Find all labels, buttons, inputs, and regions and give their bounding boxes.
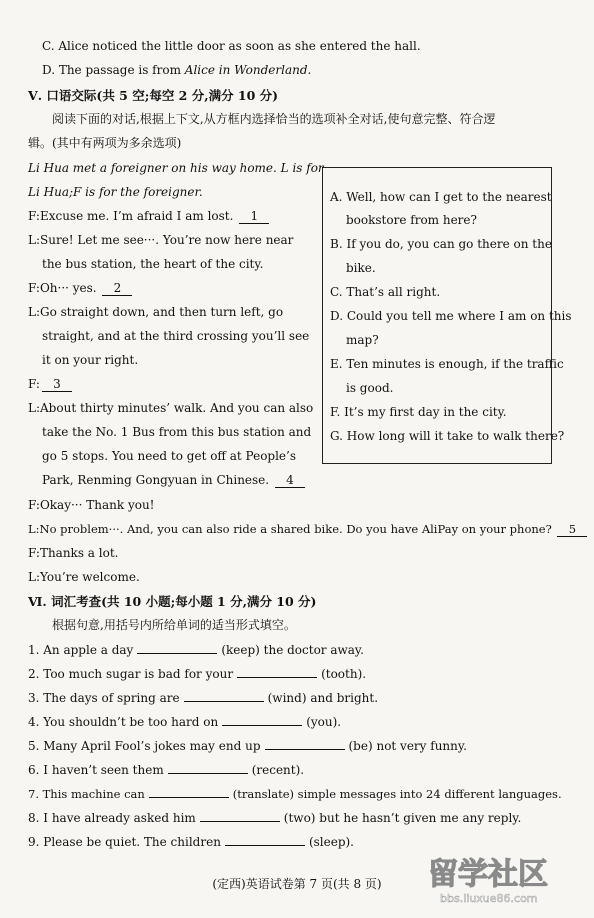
vocab-prefix: 6. I haven’t seen them [28,763,164,777]
vocab-item-5 [28,737,467,754]
dialog-line: take the No. 1 Bus from this bus station and [42,425,312,439]
option-c: C. That’s all right. [330,285,441,299]
vocab-blank-3[interactable] [184,689,264,702]
option-a: A. Well, how can I get to the nearest [330,190,552,204]
vocab-prefix: 8. I have already asked him [28,811,196,825]
dialog-line: L:Go straight down, and then turn left, go [28,305,284,319]
dialog-line [28,280,134,296]
option-d: D. Could you tell me where I am on this [330,309,572,323]
vocab-suffix: (you). [306,715,342,729]
section-5-heading: Ⅴ. 口语交际(共 5 空;每空 2 分,满分 10 分) [28,88,279,103]
vocab-item-2 [28,665,366,682]
section-5-instruction-2: 辑。(其中有两项为多余选项) [28,136,182,150]
vocab-prefix: 5. Many April Fool’s jokes may end up [28,739,261,753]
section-6-instruction: 根据句意,用括号内所给单词的适当形式填空。 [52,618,296,632]
vocab-suffix: (two) but he hasn’t given me any reply. [283,811,522,825]
vocab-item-6 [28,761,304,778]
option-f: F. It’s my first day in the city. [330,405,507,419]
vocab-prefix: 9. Please be quiet. The children [28,835,221,849]
answer-blank-2[interactable]: 2 [102,281,132,296]
option-e-cont: is good. [346,381,394,395]
dialog-text: F:Excuse me. I’m afraid I am lost. [28,209,234,223]
vocab-item-8 [28,809,521,826]
dialog-text: L:No problem···. And, you can also ride a shared bike. Do you have AliPay on your phone? [28,522,552,536]
option-d-prefix: D. The passage is from [42,63,185,77]
watermark-logo [420,848,580,908]
vocab-suffix: (be) not very funny. [348,739,467,753]
option-b-cont: bike. [346,261,376,275]
option-d-cont: map? [346,333,379,347]
dialog-intro-2: Li Hua;F is for the foreigner. [28,185,203,199]
answer-blank-3[interactable]: 3 [42,377,72,392]
vocab-blank-5[interactable] [265,737,345,750]
dialog-line: F:Okay··· Thank you! [28,498,155,512]
page-footer: (定西)英语试卷第 7 页(共 8 页) [212,877,382,891]
option-a-cont: bookstore from here? [346,213,477,227]
vocab-prefix: 7. This machine can [28,787,145,801]
dialog-line: L:About thirty minutes’ walk. And you can also [28,401,314,415]
vocab-blank-6[interactable] [168,761,248,774]
dialog-text: Park, Renming Gongyuan in Chinese. [42,473,270,487]
dialog-line [28,208,271,224]
vocab-blank-2[interactable] [237,665,317,678]
vocab-item-1 [28,641,364,658]
vocab-item-7 [28,785,562,802]
vocab-suffix: (sleep). [308,835,354,849]
option-d-suffix: . [307,63,312,77]
option-g: G. How long will it take to walk there? [330,429,565,443]
dialog-line [28,376,74,392]
vocab-item-4 [28,713,341,730]
dialog-line: straight, and at the third crossing you’ll see [42,329,310,343]
option-d-text [42,62,311,78]
vocab-prefix: 4. You shouldn’t be too hard on [28,715,219,729]
vocab-suffix: (wind) and bright. [267,691,379,705]
vocab-item-9 [28,833,354,850]
dialog-line: F:Thanks a lot. [28,546,119,560]
option-b: B. If you do, you can go there on the [330,237,552,251]
dialog-line: L:Sure! Let me see···. You’re now here near [28,233,294,247]
vocab-blank-1[interactable] [137,641,217,654]
section-5-instruction-1: 阅读下面的对话,根据上下文,从方框内选择恰当的选项补全对话,使句意完整、符合逻 [52,112,496,126]
vocab-prefix: 3. The days of spring are [28,691,180,705]
answer-blank-5[interactable]: 5 [557,522,587,537]
vocab-prefix: 1. An apple a day [28,643,134,657]
watermark-logo-text: 留学社区 [428,857,548,892]
vocab-suffix: (translate) simple messages into 24 different languages. [232,787,562,801]
vocab-suffix: (tooth). [321,667,367,681]
watermark-url: bbs.liuxue86.com [440,892,538,905]
dialog-line: L:You’re welcome. [28,570,140,584]
dialog-line: the bus station, the heart of the city. [42,257,264,271]
dialog-text: F:Oh··· yes. [28,281,97,295]
dialog-text: F: [28,377,40,391]
watermark-icon [420,848,580,908]
option-d-title: Alice in Wonderland [184,63,308,77]
vocab-blank-8[interactable] [200,809,280,822]
dialog-line: it on your right. [42,353,139,367]
answer-blank-1[interactable]: 1 [239,209,269,224]
vocab-suffix: (keep) the doctor away. [221,643,364,657]
dialog-intro-1: Li Hua met a foreigner on his way home. L is for [28,161,324,175]
dialog-line [42,472,307,488]
dialog-line [28,521,589,537]
vocab-blank-9[interactable] [225,833,305,846]
option-c-text: C. Alice noticed the little door as soon as she entered the hall. [42,39,421,53]
section-6-heading: Ⅵ. 词汇考查(共 10 小题;每小题 1 分,满分 10 分) [28,594,317,609]
vocab-prefix: 2. Too much sugar is bad for your [28,667,234,681]
dialog-line: go 5 stops. You need to get off at People’s [42,449,297,463]
answer-blank-4[interactable]: 4 [275,473,305,488]
vocab-blank-4[interactable] [222,713,302,726]
vocab-suffix: (recent). [251,763,305,777]
option-e: E. Ten minutes is enough, if the traffic [330,357,564,371]
vocab-blank-7[interactable] [149,785,229,798]
vocab-item-3 [28,689,378,706]
